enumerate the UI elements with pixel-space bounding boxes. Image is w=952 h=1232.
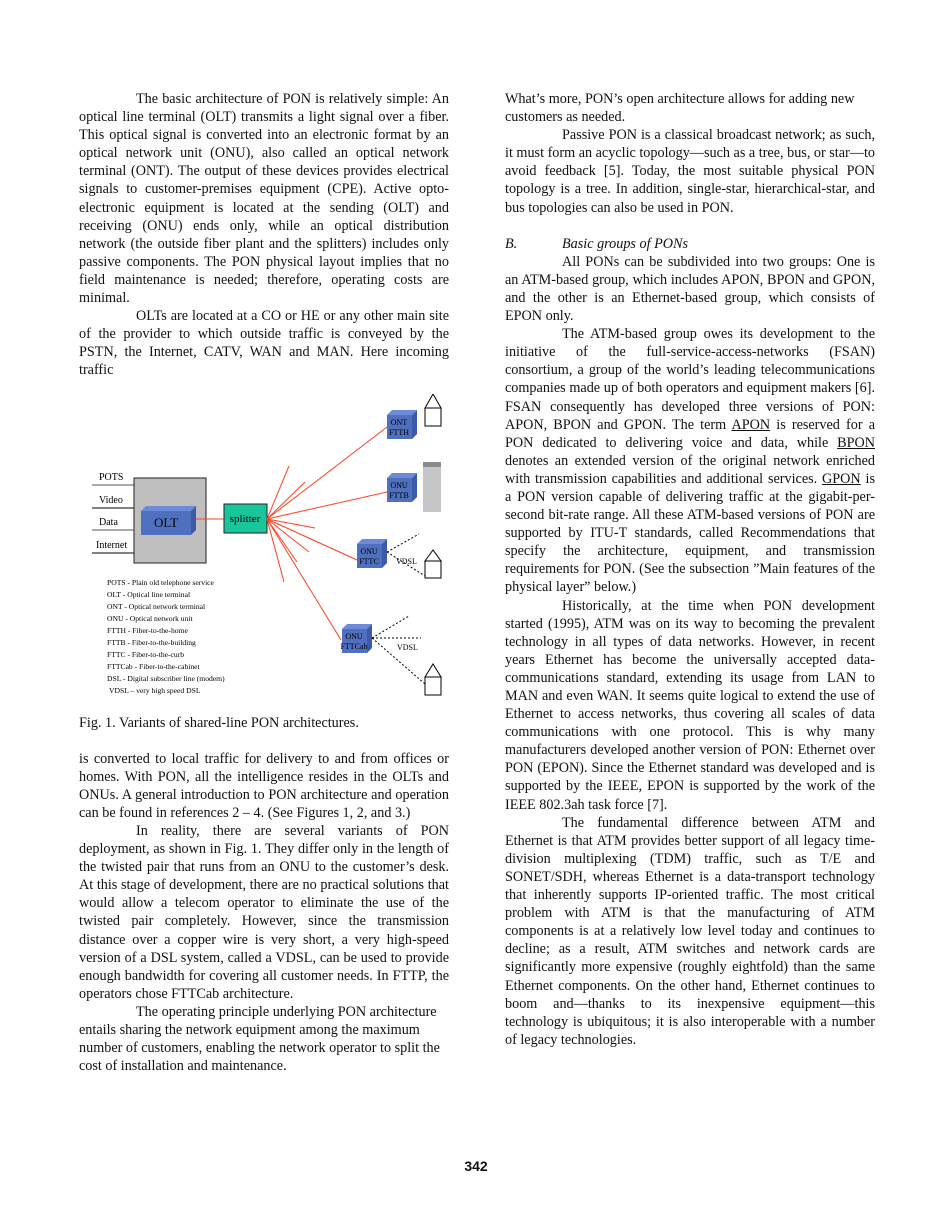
splitter-label: splitter bbox=[229, 512, 261, 525]
house-icon bbox=[425, 677, 441, 695]
node-label: FTTB bbox=[389, 490, 409, 500]
node-label: FTTH bbox=[389, 427, 409, 437]
fiber-to-fttcab bbox=[267, 519, 341, 640]
fiber-spare bbox=[267, 482, 305, 519]
legend-item: DSL - Digital subscriber line (modem) bbox=[107, 673, 225, 683]
figure-caption: Fig. 1. Variants of shared-line PON architectures. bbox=[79, 714, 359, 731]
legend-item: FTTH - Fiber-to-the-home bbox=[107, 625, 188, 635]
text-run: The ATM-based group owes its development to the initiative of the full-service-access-networks (FSAN) consortium, a group of the world’s leading telecommunications companies made up of both operators and equipment makers [6]. FSAN consequently has developed three versions of PON: APON, BPON and GPON. The term bbox=[505, 326, 875, 433]
paragraph: The operating principle underlying PON architecture entails sharing the network equipment among the maximum number of customers, enabling the network operator to split the cost of installation and maintenance. bbox=[79, 1003, 440, 1075]
page-number: 342 bbox=[464, 1158, 488, 1174]
paragraph: Historically, at the time when PON development started (1995), ATM was on its way to becoming the prevalent technology in all types of data networks. However, in recent years Ethernet has become the universally accepted data-communications standard, extending its usage from LAN to MAN and even WAN. It seems quite logical to extend the use of Ethernet to access networks, thus covering all scales of data communications with one protocol. This is why many manufacturers developed another version of PON: Ethernet over PON (EPON). Since the Ethernet standard was developed and is supported by the IEEE, EPON is supported by the work of the IEEE 802.3ah task force [7]. bbox=[505, 597, 875, 813]
node-fttb bbox=[387, 462, 441, 512]
pon-diagram bbox=[79, 394, 449, 714]
term-bpon: BPON bbox=[837, 434, 875, 451]
node-label: ONT bbox=[390, 417, 408, 427]
fiber-to-fttc bbox=[267, 519, 357, 560]
vdsl-line bbox=[372, 616, 409, 638]
node-label: ONU bbox=[390, 480, 408, 490]
section-title: Basic groups of PONs bbox=[562, 235, 688, 252]
legend-item: VDSL – very high speed DSL bbox=[109, 685, 201, 695]
vdsl-label: VDSL bbox=[396, 556, 417, 566]
paragraph: In reality, there are several variants of PON deployment, as shown in Fig. 1. They differ only in the length of the twisted pair that runs from an ONU to the customer’s desk. At this stage of development, there are no practical solutions that would allow a telecom operator to eliminate the use of the twisted pair completely. However, since the transmission distance over a copper wire is very short, a very high-speed version of a DSL system, called a VDSL, can be used to provide enough bandwidth for covering all customer needs. In FTTP, the operators chose FTTCab architecture. bbox=[79, 822, 449, 1002]
vdsl-label: VDSL bbox=[397, 642, 418, 652]
house-icon bbox=[425, 561, 441, 578]
paragraph: is converted to local traffic for delivery to and from offices or homes. With PON, all the intelligence resides in the OLTs and ONUs. A general introduction to PON architecture and operation can be found in references 2 – 4. (See Figures 1, 2, and 3.) bbox=[79, 750, 449, 821]
building-icon bbox=[423, 462, 441, 512]
legend-item: ONT - Optical network terminal bbox=[107, 601, 206, 611]
house-icon bbox=[425, 408, 441, 426]
fiber-spare bbox=[267, 519, 315, 528]
text-run: denotes an extended version of the original network enriched with transmission capabilities and additional services. bbox=[505, 452, 875, 487]
paragraph: OLTs are located at a CO or HE or any other main site of the provider to which outside traffic is conveyed by the PSTN, the Internet, CATV, WAN and MAN. Here incoming traffic bbox=[79, 308, 449, 379]
figure-pon-architectures bbox=[79, 394, 449, 714]
input-label-video: Video bbox=[99, 494, 123, 506]
legend-item: OLT - Optical line terminal bbox=[107, 589, 191, 599]
legend-item: FTTCab - Fiber-to-the-cabinet bbox=[107, 661, 200, 671]
node-label: FTTC bbox=[359, 556, 379, 566]
input-label-internet: Internet bbox=[96, 539, 128, 551]
input-label-pots: POTS bbox=[99, 471, 124, 483]
house-roof-icon bbox=[425, 550, 441, 561]
house-roof-icon bbox=[425, 664, 441, 677]
input-label-data: Data bbox=[99, 516, 118, 528]
figure-legend bbox=[107, 578, 225, 695]
vdsl-line bbox=[387, 534, 419, 552]
paragraph: Passive PON is a classical broadcast network; as such, it must form an acyclic topology—such as a tree, bus, or star—to avoid feedback [5]. Today, the most suitable physical PON topology is a tree. In addition, single-star, hierarchical-star, and bus topologies can also be used in PON. bbox=[505, 127, 875, 216]
paragraph: The basic architecture of PON is relatively simple: An optical line terminal (OLT) transmits a light signal over a fiber. This optical signal is converted into an electronic format by an optical network unit (ONU), also called an optical network terminal (ONT). The output of these devices provides electrical signals to customer-premises equipment (CPE). Active opto-electronic equipment is located at the sending (OLT) and receiving (ONU) ends only, while an optical distribution network (the outside fiber plant and the splitters) includes only passive components. The PON physical layout implies that no field maintenance is needed; therefore, operating costs are minimal. bbox=[79, 91, 449, 307]
text-run: is a PON version capable of delivering traffic at the gigabit-per-second bit-rate range. All these ATM-based versions of PON are supported by ITU-T standards, called Recommendations that specify the architecture, equipment, and transmission requirements for PON. (See the subsection ”Main features of the physical layer” below.) bbox=[505, 470, 875, 596]
node-fttc bbox=[357, 534, 441, 578]
fiber-fan bbox=[267, 427, 387, 640]
fiber-spare bbox=[267, 519, 284, 582]
legend-item: POTS - Plain old telephone service bbox=[107, 577, 214, 587]
node-fttcab bbox=[340, 616, 441, 695]
section-number: B. bbox=[505, 235, 518, 252]
term-apon: APON bbox=[731, 416, 771, 433]
text-run: is reserved for a PON dedicated to delivering voice and data, while bbox=[505, 416, 875, 451]
node-label: FTTCab bbox=[340, 641, 368, 651]
legend-item: FTTB - Fiber-to-the-building bbox=[107, 637, 196, 647]
section-heading bbox=[505, 235, 875, 253]
olt-box-top bbox=[141, 506, 196, 511]
paragraph bbox=[505, 325, 875, 596]
right-column bbox=[505, 90, 875, 1049]
node-label: ONU bbox=[360, 546, 378, 556]
legend-item: ONU - Optical network unit bbox=[107, 613, 193, 623]
legend-item: FTTC - Fiber-to-the-curb bbox=[107, 649, 185, 659]
paragraph: All PONs can be subdivided into two groups: One is an ATM-based group, which includes APON, BPON and GPON, and the other is an Ethernet-based group, which consists of EPON only. bbox=[505, 253, 875, 325]
olt-box-side bbox=[191, 506, 196, 535]
olt-label: OLT bbox=[153, 514, 179, 530]
house-roof-icon bbox=[425, 394, 441, 408]
building-roof bbox=[423, 462, 441, 467]
left-column bbox=[79, 90, 449, 1075]
node-ftth bbox=[387, 394, 441, 439]
paragraph: The fundamental difference between ATM and Ethernet is that ATM provides better support of all legacy time-division multiplexing (TDM) traffic, such as T/E and SONET/SDH, whereas Ethernet is a data-transport technology that inherently supports IP-oriented traffic. The most critical problem with ATM is that the manufacturing of ATM components is at a relatively low level today and continues to decline; as a result, ATM switches and network cards are significantly more expensive (roughly eightfold) than the same Ethernet components. On the other hand, Ethernet continues to boom and—thanks to its inexpensive equipment—this technology is ubiquitous; it is also interoperable with a number of legacy technologies. bbox=[505, 814, 875, 1048]
node-label: ONU bbox=[345, 631, 363, 641]
paragraph: What’s more, PON’s open architecture allows for adding new customers as needed. bbox=[505, 91, 855, 126]
term-gpon: GPON bbox=[822, 470, 861, 487]
